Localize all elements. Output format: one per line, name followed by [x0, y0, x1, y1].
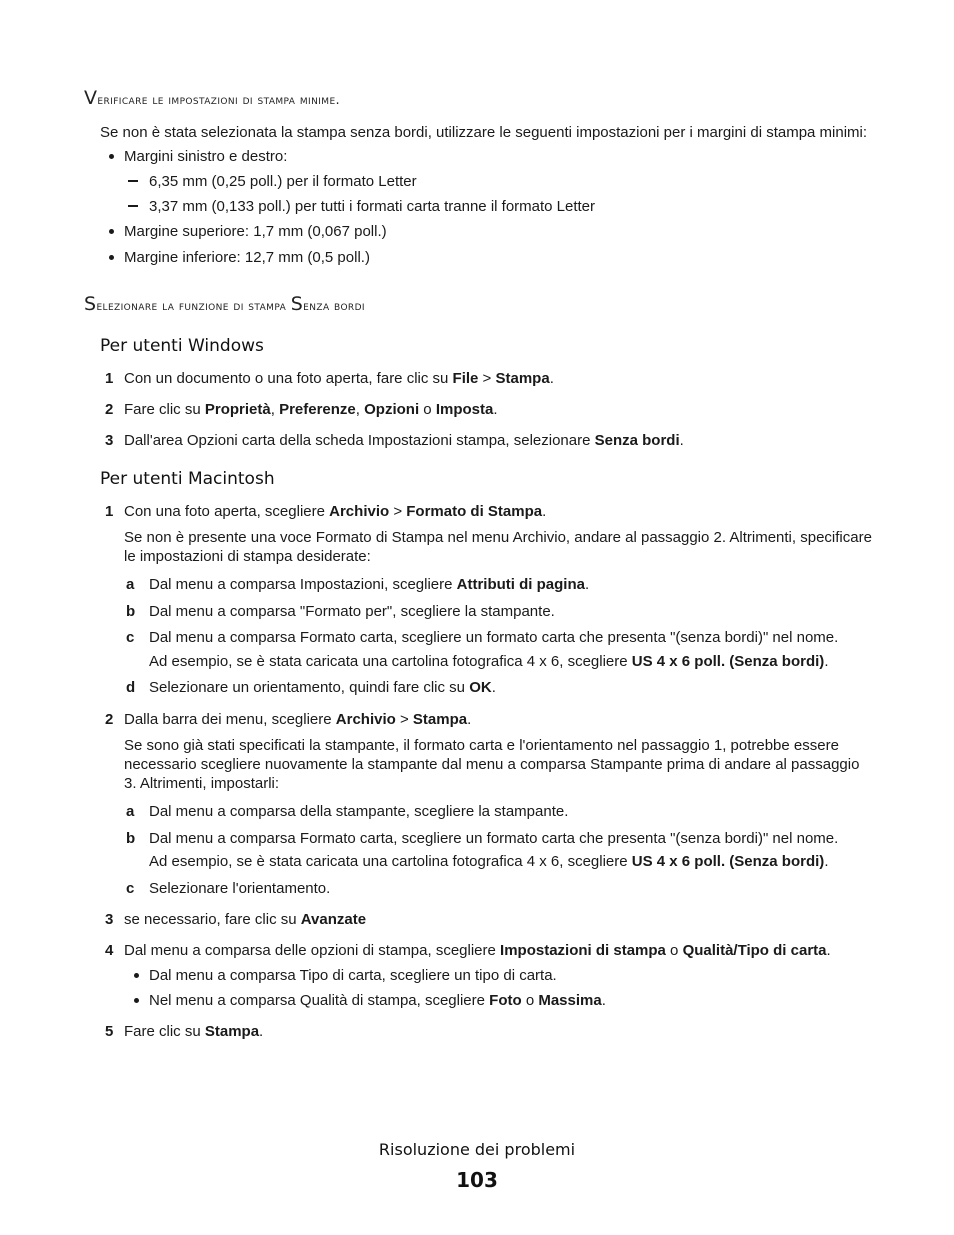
- mac-step-4-bullet-2: Nel menu a comparsa Qualità di stampa, scegliere Foto o Massima.: [149, 992, 606, 1009]
- mac-step-4-bullet-1: Dal menu a comparsa Tipo di carta, scegliere un tipo di carta.: [149, 967, 557, 984]
- mac-step-1c-example: Ad esempio, se è stata caricata una cartolina fotografica 4 x 6, scegliere US 4 x 6 poll. (Senza bordi).: [149, 653, 829, 670]
- mac-step-1c: Dal menu a comparsa Formato carta, scegliere un formato carta che presenta "(senza bordi)" nel nome.: [149, 629, 839, 646]
- windows-step-1: Con un documento o una foto aperta, fare clic su File > Stampa.: [124, 370, 554, 387]
- mac-step-1d: Selezionare un orientamento, quindi fare clic su OK.: [149, 679, 496, 696]
- substep-letter: a: [126, 576, 135, 593]
- heading-text: erificare le impostazioni di stampa minime.: [97, 93, 341, 108]
- mac-step-2a: Dal menu a comparsa della stampante, scegliere la stampante.: [149, 803, 569, 820]
- substep-letter: b: [126, 830, 136, 847]
- mac-step-5: Fare clic su Stampa.: [124, 1023, 264, 1040]
- mac-step-2c: Selezionare l'orientamento.: [149, 880, 331, 897]
- footer-chapter-label: Risoluzione dei problemi: [378, 1140, 576, 1159]
- step-number: 1: [105, 370, 114, 387]
- heading-initial: S: [290, 293, 304, 315]
- bullet-margin-bottom: Margine inferiore: 12,7 mm (0,5 poll.): [124, 249, 370, 266]
- bullet-icon: [109, 229, 114, 234]
- bullet-icon: [134, 998, 139, 1003]
- substep-letter: d: [126, 679, 136, 696]
- heading-initial: S: [84, 293, 97, 315]
- substep-letter: c: [126, 880, 135, 897]
- step-number: 1: [105, 503, 114, 520]
- step-number: 2: [105, 401, 114, 418]
- bullet-icon: [109, 255, 114, 260]
- mac-step-1b: Dal menu a comparsa "Formato per", scegliere la stampante.: [149, 603, 555, 620]
- mac-step-1-note: Se non è presente una voce Formato di Stampa nel menu Archivio, andare al passaggio 2. Altrimenti, specificare le impostazioni di stampa desiderate:: [124, 529, 872, 565]
- bullet-icon: [109, 154, 114, 159]
- step-number: 2: [105, 711, 114, 728]
- mac-step-2-note: Se sono già stati specificati la stampante, il formato carta e l'orientamento nel passaggio 1, potrebbe essere necessario scegliere nuovamente la stampante dal menu a comparsa Stampante prima di andare al passaggio 3. Altrimenti, impostarli:: [124, 737, 860, 792]
- substep-letter: c: [126, 629, 135, 646]
- mac-step-1a: Dal menu a comparsa Impostazioni, scegliere Attributi di pagina.: [149, 576, 590, 593]
- heading-initial: V: [84, 87, 98, 109]
- page-number: 103: [456, 1168, 498, 1192]
- dash-icon: [128, 180, 138, 182]
- section-heading-minimum-margins: [84, 87, 340, 109]
- subitem-letter: 6,35 mm (0,25 poll.) per il formato Letter: [149, 173, 417, 190]
- substep-letter: a: [126, 803, 135, 820]
- windows-subheading: Per utenti Windows: [100, 336, 264, 356]
- mac-step-2b: Dal menu a comparsa Formato carta, scegliere un formato carta che presenta "(senza bordi)" nel nome.: [149, 830, 839, 847]
- step-number: 4: [105, 942, 114, 959]
- step-number: 3: [105, 911, 114, 928]
- windows-step-3: Dall'area Opzioni carta della scheda Impostazioni stampa, selezionare Senza bordi.: [124, 432, 684, 449]
- mac-subheading: Per utenti Macintosh: [100, 469, 275, 489]
- heading-text: enza bordi: [303, 299, 365, 314]
- mac-step-2: Dalla barra dei menu, scegliere Archivio > Stampa.: [124, 711, 472, 728]
- subitem-other-formats: 3,37 mm (0,133 poll.) per tutti i formati carta tranne il formato Letter: [149, 198, 596, 215]
- step-number: 5: [105, 1023, 114, 1040]
- mac-step-3: se necessario, fare clic su Avanzate: [124, 911, 367, 928]
- bullet-icon: [134, 973, 139, 978]
- bullet-margin-top: Margine superiore: 1,7 mm (0,067 poll.): [124, 223, 387, 240]
- dash-icon: [128, 205, 138, 207]
- mac-step-4: Dal menu a comparsa delle opzioni di stampa, scegliere Impostazioni di stampa o Qualità/Tipo di carta.: [124, 942, 831, 959]
- windows-step-2: Fare clic su Proprietà, Preferenze, Opzioni o Imposta.: [124, 401, 498, 418]
- section-heading-borderless: [84, 293, 365, 315]
- substep-letter: b: [126, 603, 136, 620]
- mac-step-2b-example: Ad esempio, se è stata caricata una cartolina fotografica 4 x 6, scegliere US 4 x 6 poll. (Senza bordi).: [149, 853, 829, 870]
- step-number: 3: [105, 432, 114, 449]
- mac-step-1: Con una foto aperta, scegliere Archivio > Formato di Stampa.: [124, 503, 547, 520]
- heading-text: elezionare la funzione di stampa: [96, 299, 291, 314]
- intro-paragraph: Se non è stata selezionata la stampa senza bordi, utilizzare le seguenti impostazioni per i margini di stampa minimi:: [100, 124, 868, 141]
- bullet-margins-side: Margini sinistro e destro:: [124, 148, 288, 165]
